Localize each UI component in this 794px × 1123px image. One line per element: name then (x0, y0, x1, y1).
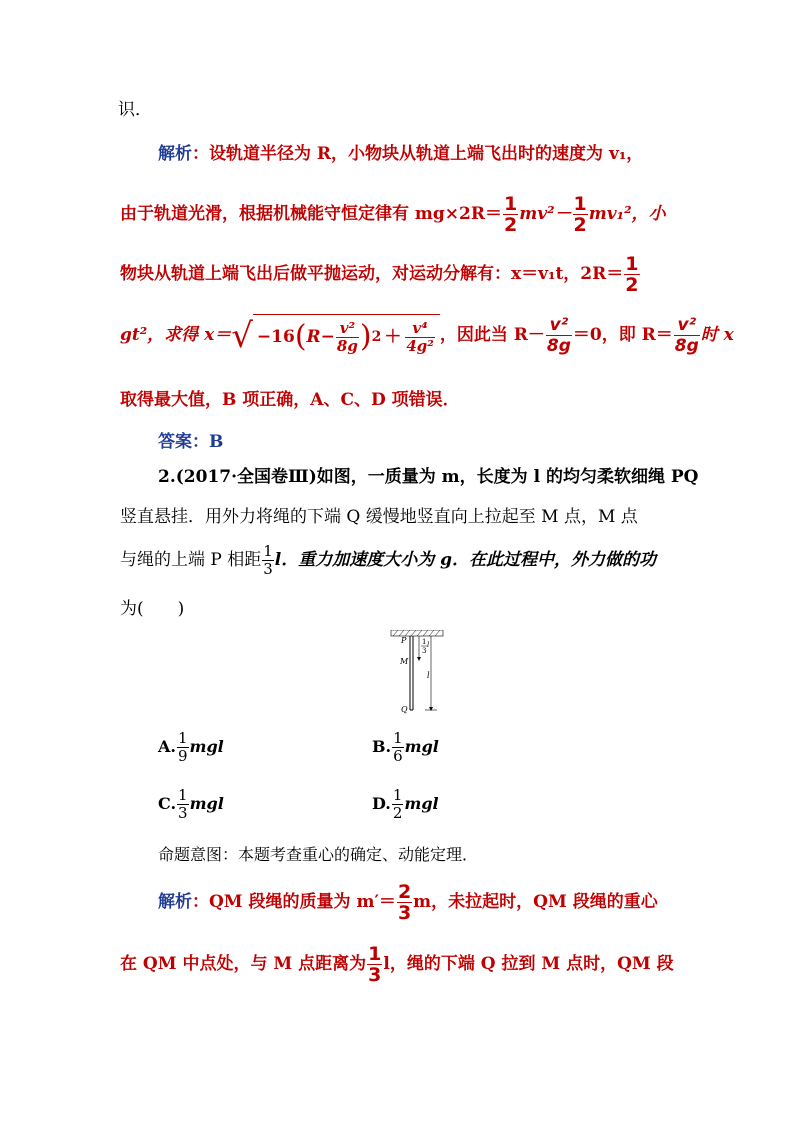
analysis-label: 解析 (158, 144, 192, 164)
question-2-line-2: 竖直悬挂．用外力将绳的下端 Q 缓慢地竖直向上拉起至 M 点，M 点 (120, 507, 638, 527)
sqrt-expression: √ −16 ( R− $\frac{\text{v²}}{8g}$ ) 2 ＋ $\frac{\text{v⁴}}{\text{4g²}}$ (231, 314, 440, 357)
svg-text:1: 1 (422, 638, 427, 646)
option-c[interactable]: C. $\frac{1}{3}$ mgl (158, 786, 224, 822)
label-P: P (401, 636, 407, 645)
answer-value: ：B (192, 432, 224, 452)
answer-line (158, 430, 223, 454)
fraction-half-2: $\frac{1}{2}$ (573, 193, 587, 236)
question-2-line-4: 为( ) (120, 599, 185, 619)
analysis-1-line-1: 解析：设轨道半径为 R，小物块从轨道上端飞出时的速度为 v₁， (158, 144, 644, 164)
analysis-1-line-2: 由于轨道光滑，根据机械能守恒定律有 mg×2R＝ $\frac{1}{2}$ mv²－ $\frac{1}{2}$ mv₁²，小 (120, 193, 666, 236)
analysis-1-line-3: 物块从轨道上端飞出后做平抛运动，对运动分解有：x＝v₁t，2R＝ $\frac{1}{2}$ (120, 253, 639, 296)
analysis-2-line-1: 解析：QM 段绳的质量为 m′＝ $\frac{2}{3}$ m，未拉起时，QM 段绳的重心 (158, 881, 658, 924)
analysis-1-line-4: gt²，求得 x＝ √ −16 ( R− $\frac{\text{v²}}{8g}$ ) 2 ＋ $\frac{\text{v⁴}}{\text{4g²}}$ ，因此当 R－ $\frac{\text{v²}}{8g}$ ＝0，即 R＝ $\frac{\text{v²}}{8g}$ 时 x (120, 315, 734, 356)
svg-text:3: 3 (422, 647, 427, 655)
svg-text:l: l (427, 671, 430, 680)
intent-line: 命题意图：本题考查重心的确定、动能定理． (158, 845, 479, 864)
option-d[interactable]: D. $\frac{1}{2}$ mgl (372, 786, 439, 822)
fraction-half: $\frac{1}{2}$ (504, 193, 518, 236)
rope-figure (389, 630, 445, 718)
analysis-1-line-5: 取得最大值，B 项正确，A、C、D 项错误． (120, 390, 460, 410)
analysis-2-line-2: 在 QM 中点处，与 M 点距离为 $\frac{1}{3}$ l，绳的下端 Q 拉到 M 点时，QM 段 (120, 943, 674, 986)
option-a[interactable]: A. $\frac{1}{9}$ mgl (158, 729, 224, 765)
label-M: M (400, 657, 409, 666)
ceiling (391, 630, 443, 636)
analysis-label-2: 解析 (158, 892, 192, 912)
label-Q: Q (401, 705, 408, 714)
question-2-line-3: 与绳的上端 P 相距 $\frac{1}{3}$ l．重力加速度大小为 g．在此过程中，外力做的功 (120, 542, 657, 578)
fraction-half-3: $\frac{1}{2}$ (625, 253, 639, 296)
line-1: 识． (118, 100, 152, 120)
question-2-line-1: 2.(2017·全国卷Ⅲ)如图，一质量为 m，长度为 l 的均匀柔软细绳 PQ (158, 467, 699, 487)
answer-label: 答案 (158, 432, 192, 452)
svg-text:l: l (427, 641, 430, 649)
option-b[interactable]: B. $\frac{1}{6}$ mgl (372, 729, 439, 765)
